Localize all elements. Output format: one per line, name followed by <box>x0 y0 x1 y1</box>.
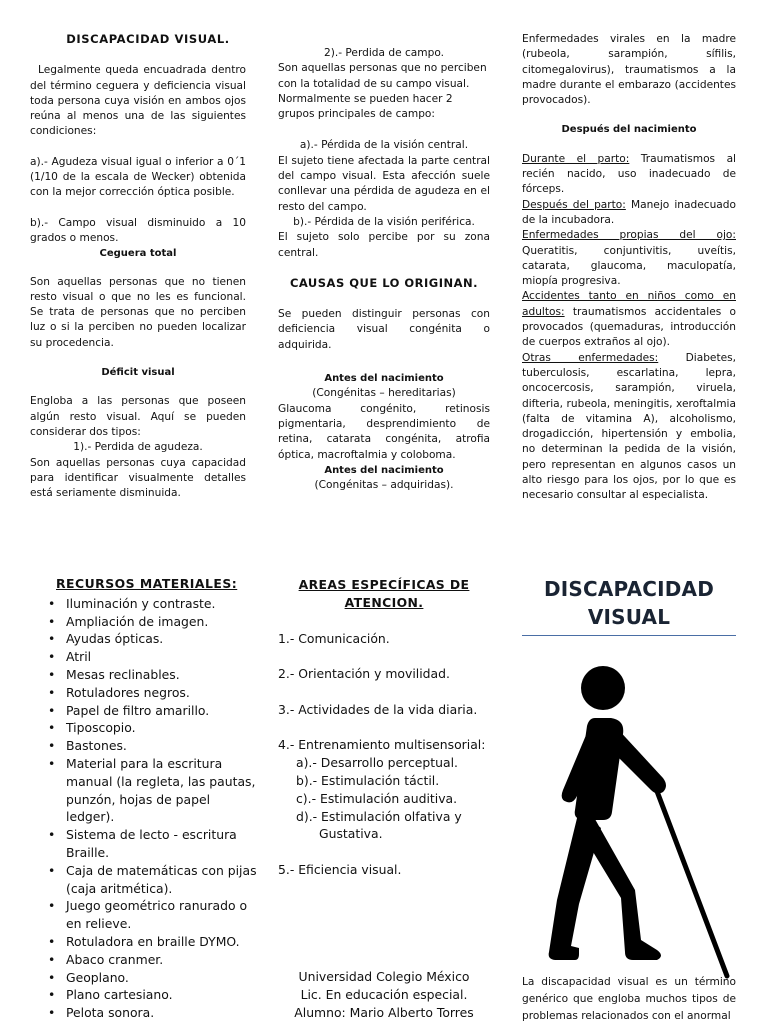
antes-nacimiento-title-2: Antes del nacimiento <box>324 464 444 476</box>
enfermedades-ojo-label: Enfermedades propias del ojo: <box>522 229 736 242</box>
deficit-type-1-text: Son aquellas personas cuya capacidad para identificar visualmente detalles está seriamente disminuida. <box>30 456 246 500</box>
list-item: • Papel de filtro amarillo. <box>66 702 262 720</box>
antes-nacimiento-title-1: Antes del nacimiento <box>324 373 444 385</box>
footer-student: Alumno: Mario Alberto Torres <box>294 1004 474 1020</box>
list-item: • Mesas reclinables. <box>66 666 262 684</box>
otras-enfermedades <box>522 351 736 504</box>
list-item: • Abaco cranmer. <box>66 951 262 969</box>
list-item: • Iluminación y contraste. <box>66 595 262 613</box>
list-item: • Rotuladora en braille DYMO. <box>66 933 262 951</box>
list-item: • Atril <box>66 648 262 666</box>
antes-nacimiento-sub-1: (Congénitas – hereditarias) <box>312 387 456 400</box>
list-item: • Tiposcopio. <box>66 719 262 737</box>
list-item: • Material para la escritura manual (la regleta, las pautas, punzón, hojas de papel ledger). <box>66 755 262 826</box>
ceguera-text: Son aquellas personas que no tienen resto visual o que no les es funcional. Se trata de personas que no perciben luz o si la perciben no pueden localizar su procedencia. <box>30 275 246 349</box>
area-item-4d-cont: Gustativa. <box>319 826 383 842</box>
area-item-5: 5.- Eficiencia visual. <box>278 861 402 877</box>
vision-central-text: El sujeto tiene afectada la parte central del campo visual. Esta afección suele conllevar una pérdida de agudeza en el resto del campo. <box>278 154 490 213</box>
deficit-text: Engloba a las personas que poseen algún resto visual. Aquí se pueden considerar dos tipos: <box>30 395 246 438</box>
area-item-3: 3.- Actividades de la vida diaria. <box>278 701 478 717</box>
virales-text: Enfermedades virales en la madre (rubeola, sarampión, sífilis, citomegalovirus), traumatismos a la madre durante el embarazo (accidentes provocados). <box>522 33 736 107</box>
recursos-materiales <box>42 575 262 1022</box>
accidentes <box>522 289 736 350</box>
deficit-type-1: 1).- Perdida de agudeza. <box>73 441 203 454</box>
footer-university: Universidad Colegio México <box>298 969 470 984</box>
area-item-4a: a).- Desarrollo perceptual. <box>296 755 458 771</box>
list-item: • Sistema de lecto - escritura Braille. <box>66 826 262 862</box>
perdida-campo-title: 2).- Perdida de campo. <box>323 47 444 59</box>
despues-parto-label: Después del parto: <box>522 198 626 211</box>
antes-nacimiento-text-1: Glaucoma congénito, retinosis pigmentaria, desprendimiento de retina, catarata congénita, atrofia óptica, macroftalmia y coloboma. <box>278 402 490 461</box>
vision-periferica-title: b).- Pérdida de la visión periférica. <box>293 215 475 228</box>
column-3 <box>522 32 736 504</box>
despues-nacimiento-title: Después del nacimiento <box>561 124 697 136</box>
list-item: • Ampliación de imagen. <box>66 613 262 631</box>
recursos-list <box>42 595 262 1022</box>
vision-central-title: a).- Pérdida de la visión central. <box>299 139 469 152</box>
blind-person-with-cane-icon <box>545 660 735 980</box>
despues-parto <box>522 198 736 229</box>
causas-title: CAUSAS QUE LO ORIGINAN. <box>289 275 479 290</box>
footer-credits <box>278 968 490 1021</box>
cover-title <box>522 575 736 631</box>
vision-periferica-text: El sujeto solo percibe por su zona central. <box>278 231 490 259</box>
area-item-4c: c).- Estimulación auditiva. <box>296 790 458 806</box>
cover-divider <box>522 635 736 636</box>
causas-text: Se pueden distinguir personas con deficiencia visual congénita o adquirida. <box>278 308 490 351</box>
list-item: • Caja de matemáticas con pijas (caja aritmética). <box>66 862 262 898</box>
condition-a: a).- Agudeza visual igual o inferior a 0´1 (1/10 de la escala de Wecker) obtenida con la mejor corrección óptica posible. <box>30 155 246 199</box>
list-item: • Plano cartesiano. <box>66 986 262 1004</box>
accidentes-label: Accidentes tanto en niños como en adultos: <box>522 290 736 318</box>
area-item-4: 4.- Entrenamiento multisensorial: <box>278 737 486 753</box>
ceguera-title: Ceguera total <box>99 248 177 260</box>
despues-parto-text: Manejo inadecuado de la incubadora. <box>522 198 736 226</box>
list-item: • Rotuladores negros. <box>66 684 262 702</box>
column-2 <box>278 46 490 493</box>
areas-title: AREAS ESPECÍFICAS DE ATENCION. <box>298 577 470 610</box>
list-item: • Ayudas ópticas. <box>66 630 262 648</box>
durante-parto-label: Durante el parto: <box>522 152 630 165</box>
antes-nacimiento-sub-2: (Congénitas – adquiridas). <box>314 479 454 492</box>
list-item: • Juego geométrico ranurado o en relieve. <box>66 897 262 933</box>
column-1 <box>30 32 246 501</box>
enfermedades-ojo <box>522 228 736 289</box>
cover-title-line-1: DISCAPACIDAD <box>543 577 715 601</box>
areas-atencion <box>278 576 490 897</box>
perdida-campo-text: Son aquellas personas que no perciben con la totalidad de su campo visual. Normalmente se pueden hacer 2 grupos principales de campo: <box>278 62 487 121</box>
recursos-title: RECURSOS MATERIALES: <box>56 576 238 591</box>
area-item-2: 2.- Orientación y movilidad. <box>278 666 450 682</box>
otras-enfermedades-text: Diabetes, tuberculosis, escarlatina, lepra, oncocercosis, sarampión, viruela, difteria, rubeola, meningitis, xeroftalmia (falta de vitamina A), alcoholismo, drogadicción, hipertensión y embolia, no determinan la pedida de la visión, pero representan en algunos casos un alto riesgo para los ojos, por lo que es necesario consultar al especialista. <box>522 351 737 502</box>
enfermedades-ojo-text: Queratitis, conjuntivitis, uveítis, catarata, glaucoma, maculopatía, miopía progresiva. <box>522 244 736 288</box>
area-item-1: 1.- Comunicación. <box>278 630 390 646</box>
durante-parto-text: Traumatismos al recién nacido, uso inadecuado de fórceps. <box>522 152 736 196</box>
intro-paragraph: Legalmente queda encuadrada dentro del término ceguera y deficiencia visual toda persona cuya visión en ambos ojos reúna al menos una de las siguientes condiciones: <box>30 64 246 138</box>
cover-intro-text: La discapacidad visual es un término genérico que engloba muchos tipos de problemas relacionados con el anormal <box>522 976 736 1022</box>
durante-parto <box>522 152 736 198</box>
otras-enfermedades-label: Otras enfermedades: <box>522 351 659 364</box>
deficit-title: Déficit visual <box>101 367 175 379</box>
list-item: • Bastones. <box>66 737 262 755</box>
condition-b: b).- Campo visual disminuido a 10 grados o menos. <box>30 216 246 244</box>
area-item-4d: d).- Estimulación olfativa y <box>296 808 462 824</box>
accidentes-text: traumatismos accidentales o provocados (quemaduras, introducción de cuerpos extraños al ojo). <box>522 305 736 349</box>
list-item: • Pelota sonora. <box>66 1004 262 1022</box>
footer-degree: Lic. En educación especial. <box>300 986 468 1002</box>
section-title: DISCAPACIDAD VISUAL. <box>66 32 230 46</box>
area-item-4b: b).- Estimulación táctil. <box>296 772 440 788</box>
list-item: • Geoplano. <box>66 969 262 987</box>
cover-title-line-2: VISUAL <box>587 605 671 629</box>
